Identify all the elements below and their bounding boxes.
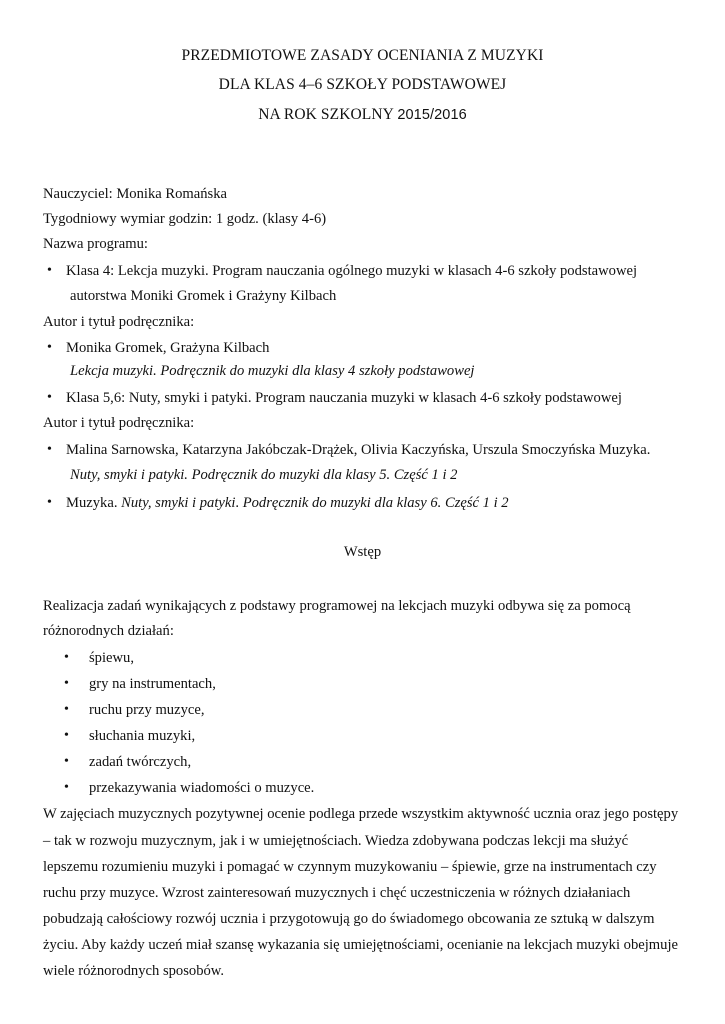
author-label-1: Autor i tytuł podręcznika: bbox=[43, 314, 195, 330]
book-title: Nuty, smyki i patyki. Podręcznik do muzyki dla klasy 5. Część 1 i 2 bbox=[70, 467, 458, 483]
program-item-5 bbox=[66, 494, 509, 512]
paragraph-line: W zajęciach muzycznych pozytywnej ocenie podlega przede wszystkim aktywność ucznia oraz jego postępy bbox=[43, 806, 679, 822]
bullet-icon: • bbox=[47, 495, 52, 510]
section-title: Wstęp bbox=[343, 544, 382, 560]
item5-title: Nuty, smyki i patyki bbox=[121, 495, 236, 511]
title-prefix: NA ROK SZKOLNY bbox=[258, 106, 398, 123]
doc-title-line-3 bbox=[0, 105, 725, 125]
program-item-4: Malina Sarnowska, Katarzyna Jakóbczak-Drążek, Olivia Kaczyńska, Urszula Smoczyńska Muzyka. bbox=[66, 442, 651, 458]
intro-line-1: Realizacja zadań wynikających z podstawy programowej na lekcjach muzyki odbywa się za pomocą bbox=[43, 598, 631, 614]
activity-item: przekazywania wiadomości o muzyce. bbox=[89, 780, 315, 796]
bullet-icon: • bbox=[64, 702, 69, 717]
paragraph-line: wiele różnorodnych sposobów. bbox=[43, 963, 225, 979]
activity-item: śpiewu, bbox=[89, 650, 134, 666]
bullet-icon: • bbox=[47, 340, 52, 355]
paragraph-line: życiu. Aby każdy uczeń miał szansę wykazania się umiejętnościami, ocenianie na lekcjach muzyki obejmuje bbox=[43, 937, 678, 953]
activity-item: gry na instrumentach, bbox=[89, 676, 216, 692]
program-item-2-cont bbox=[70, 362, 475, 380]
author-label-2: Autor i tytuł podręcznika: bbox=[43, 415, 195, 431]
doc-title-line-1: PRZEDMIOTOWE ZASADY OCENIANIA Z MUZYKI bbox=[181, 47, 544, 64]
bullet-icon: • bbox=[64, 650, 69, 665]
bullet-icon: • bbox=[64, 728, 69, 743]
paragraph-line: ruchu przy muzyce. Wzrost zainteresowań muzycznych i chęć uczestniczenia w różnych działaniach bbox=[43, 885, 631, 901]
book-title: Lekcja muzyki. Podręcznik do muzyki dla klasy 4 szkoły podstawowej bbox=[70, 363, 475, 379]
program-item-4-cont bbox=[70, 466, 457, 484]
bullet-icon: • bbox=[47, 263, 52, 278]
teacher-line: Nauczyciel: Monika Romańska bbox=[43, 186, 227, 202]
item5-prefix: Muzyka. bbox=[66, 495, 122, 511]
item5-dot: . bbox=[235, 495, 243, 511]
program-item-3: Klasa 5,6: Nuty, smyki i patyki. Program nauczania muzyki w klasach 4-6 szkoły podstawowej bbox=[66, 390, 622, 406]
doc-title-line-2: DLA KLAS 4–6 SZKOŁY PODSTAWOWEJ bbox=[218, 76, 507, 93]
program-item-1: Klasa 4: Lekcja muzyki. Program nauczania ogólnego muzyki w klasach 4-6 szkoły podstawowej bbox=[66, 263, 638, 279]
program-item-1-cont: autorstwa Moniki Gromek i Grażyny Kilbach bbox=[70, 288, 337, 304]
paragraph-line: pobudzają całościowy rozwój ucznia i przygotowują go do świadomego obcowania ze sztuką w dalszym bbox=[43, 911, 655, 927]
item5-subtitle: Podręcznik do muzyki dla klasy 6. Część 1 i 2 bbox=[242, 495, 509, 511]
bullet-icon: • bbox=[64, 676, 69, 691]
paragraph-line: lepszemu rozumieniu muzyki i pomagać w czynnym muzykowaniu – śpiewie, grze na instrumentach czy bbox=[43, 859, 657, 875]
paragraph-line: – tak w rozwoju muzycznym, jak i w umiejętnościach. Wiedza zdobywana podczas lekcji ma służyć bbox=[43, 833, 629, 849]
activity-item: słuchania muzyki, bbox=[89, 728, 196, 744]
bullet-icon: • bbox=[64, 754, 69, 769]
program-label: Nazwa programu: bbox=[43, 236, 148, 252]
hours-line: Tygodniowy wymiar godzin: 1 godz. (klasy 4-6) bbox=[43, 211, 327, 227]
activity-item: zadań twórczych, bbox=[89, 754, 192, 770]
bullet-icon: • bbox=[47, 442, 52, 457]
bullet-icon: • bbox=[47, 390, 52, 405]
bullet-icon: • bbox=[64, 780, 69, 795]
activity-item: ruchu przy muzyce, bbox=[89, 702, 205, 718]
school-year: 2015/2016 bbox=[397, 107, 467, 123]
intro-line-2: różnorodnych działań: bbox=[43, 623, 174, 639]
program-item-2: Monika Gromek, Grażyna Kilbach bbox=[66, 340, 270, 356]
